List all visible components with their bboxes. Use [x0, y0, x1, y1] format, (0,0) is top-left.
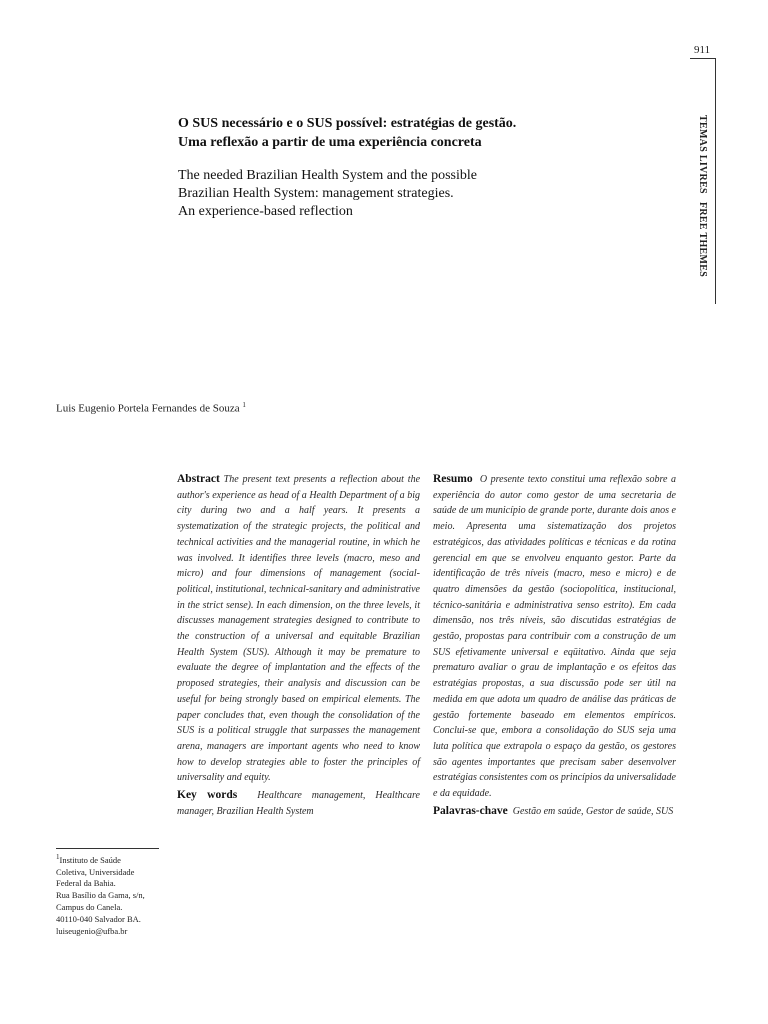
footnote-line: Rua Basílio da Gama, s/n,: [56, 890, 145, 901]
resumo-paragraph: [433, 472, 676, 802]
resumo-heading: Resumo: [433, 473, 473, 485]
title-en-line: An experience-based reflection: [178, 204, 353, 219]
footnote-rule: [56, 848, 159, 849]
author: [56, 401, 246, 415]
footnote-mark: 1: [56, 853, 60, 861]
page-number: 911: [694, 44, 711, 56]
keywords-label: Key words: [177, 789, 238, 802]
affiliation-footnote: [56, 852, 145, 937]
title-en-line: Brazilian Health System: management strategies.: [178, 186, 454, 201]
abstract-column: [177, 472, 420, 819]
keywords-text: Healthcare management, Healthcare manager, Brazilian Health System: [177, 790, 420, 817]
palavras-chave-label: Palavras-chave: [433, 804, 508, 817]
abstract-heading: Abstract: [177, 473, 220, 485]
section-label-en: FREE THEMES: [697, 201, 708, 277]
author-affiliation-mark: 1: [242, 401, 246, 409]
section-label: [697, 115, 708, 277]
section-label-pt: TEMAS LIVRES: [697, 115, 708, 194]
footnote-email: luiseugenio@ufba.br: [56, 925, 128, 936]
footnote-line: Federal da Bahia.: [56, 878, 116, 889]
resumo-text: O presente texto constitui uma reflexão sobre a experiência do autor como gestor de uma secretaria de saúde de um município de grande porte, durante dois anos e meio. Apresenta uma sistematização dos projetos estratégicos, das atividades políticas e técnicas e da rotina gerencial em que se envolveu enquanto gestor. Parte da identificação de três níveis (macro, meso e micro) e de quatro dimensões da gestão (sociopolítica, institucional, técnico-sanitária e administrativa senso estrito). Em cada dimensão, nos três níveis, são discutidas estratégias de gestão, propostas para contribuir com a construção de um SUS efetivamente universal e eqüitativo. Ainda que seja prematuro avaliar o grau de implantação e os efeitos das estratégias propostas, a sua discussão pode ser útil na medida em que adota um quadro de análise das práticas de gestão fortemente baseado em elementos empíricos. Conclui-se que, embora a consolidação do SUS seja uma luta política que extrapola o espaço da gestão, os gestores são agentes importantes que precisam saber desenvolver estratégias consistentes com os princípios da universalidade e da equidade.: [433, 474, 677, 800]
title-pt-line: Uma reflexão a partir de uma experiência concreta: [178, 135, 482, 150]
abstract-text: The present text presents a reflection about the author's experience as head of a Health Department of a big city during two and a half years. It presents a systematization of the strategic projects, the political and technical activities and the managerial routine, in which he was involved. It identifies three levels (macro, meso and micro) and four dimensions of management (social-political, institutional, technical-sanitary and administrative in the strict sense). In each dimension, on the three levels, it discusses management strategies designed to contribute to the construction of a universal and equitable Brazilian Health System (SUS). Although it may be premature to evaluate the degree of implantation and the effects of the proposed strategies, their analysis and discussion can be useful for being strongly based on empirical elements. The paper concludes that, even though the consolidation of the SUS is a political struggle that surpasses the management arena, managers are important agents who need to know how to develop strategies able to foster the principles of universality and equity.: [177, 474, 421, 784]
footnote-line: Coletiva, Universidade: [56, 866, 135, 877]
footnote-line: 40110-040 Salvador BA.: [56, 913, 141, 924]
side-rule-horizontal: [690, 58, 716, 59]
title-pt-line: O SUS necessário e o SUS possível: estratégias de gestão.: [178, 116, 517, 131]
palavras-chave-block: [433, 804, 676, 820]
author-name: Luis Eugenio Portela Fernandes de Souza: [56, 402, 240, 415]
keywords-block: [177, 788, 420, 819]
side-rule-vertical: [715, 58, 716, 304]
abstract-paragraph: [177, 472, 420, 786]
resumo-column: [433, 472, 676, 819]
title-english: [178, 167, 658, 221]
title-portuguese: [178, 114, 658, 152]
palavras-chave-text: Gestão em saúde, Gestor de saúde, SUS: [512, 805, 674, 817]
footnote-line: $^1$Instituto de Saúde: [56, 853, 121, 865]
footnote-line: Campus do Canela.: [56, 902, 123, 913]
title-en-line: The needed Brazilian Health System and the possible: [178, 168, 477, 183]
